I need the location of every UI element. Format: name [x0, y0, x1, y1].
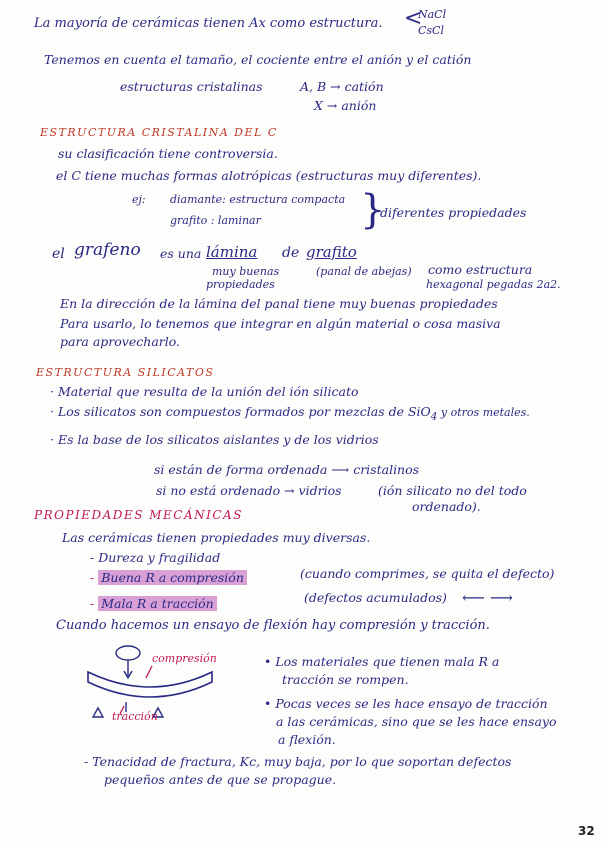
carbono-p1: En la dirección de la lámina del panal tiene muy buenas propiedades — [60, 296, 498, 311]
hexagonal-label: hexagonal pegadas 2a2. — [426, 278, 561, 291]
de-word: de — [282, 245, 300, 261]
silicatos-line-5: si no está ordenado → vidrios — [156, 483, 342, 498]
bullet-dash-2: - — [90, 596, 99, 611]
heading-carbono: ESTRUCTURA CRISTALINA DEL C — [40, 126, 278, 139]
carbono-line-2: el C tiene muchas formas alotrópicas (estructuras muy diferentes). — [56, 168, 482, 183]
mecanicas-line-4b: (defectos acumulados) — [304, 590, 447, 605]
x-anion: X → anión — [314, 98, 377, 113]
silicatos-line-2 — [50, 404, 530, 423]
mecanicas-line-3b: (cuando comprimes, se quita el defecto) — [300, 566, 555, 581]
mecanicas-line-4 — [90, 596, 217, 611]
bullet-dash: - — [90, 570, 99, 585]
silicatos-line-3: · Es la base de los silicatos aislantes y de los vidrios — [50, 432, 379, 447]
grafeno-mid: es una — [160, 246, 202, 261]
brace-text: diferentes propiedades — [380, 205, 527, 220]
heading-silicatos: ESTRUCTURA SILICATOS — [36, 366, 215, 379]
silicatos-line-5b: (ión silicato no del todo — [378, 483, 527, 498]
silicatos-line-4: si están de forma ordenada ⟶ cristalinos — [154, 462, 420, 477]
silicatos-line-2-end: y otros metales. — [437, 406, 530, 419]
grafito-line: grafito : laminar — [170, 214, 261, 227]
curly-brace-icon: } — [360, 187, 386, 233]
mecanicas-line-5: Cuando hacemos un ensayo de flexión hay compresión y tracción. — [56, 618, 490, 633]
silicatos-line-2-main: · Los silicatos son compuestos formados por mezclas de SiO — [50, 404, 431, 419]
intro-line-1: La mayoría de cerámicas tienen Ax como estructura. — [34, 16, 383, 31]
page-number: 32 — [578, 824, 595, 838]
ej-label: ej: — [132, 193, 146, 206]
intro-line-3: estructuras cristalinas — [120, 79, 263, 94]
bullet-1b: tracción se rompen. — [282, 672, 409, 687]
mecanicas-line-2: - Dureza y fragilidad — [90, 550, 221, 565]
silicatos-line-5c: ordenado). — [412, 499, 481, 514]
grafito-word: grafito — [306, 243, 357, 261]
buenas-label: muy buenas — [212, 265, 280, 278]
lamina-word: lámina — [206, 243, 258, 261]
bullet-2a: • Pocas veces se les hace ensayo de tracción — [264, 696, 548, 711]
bullet-1a: • Los materiales que tienen mala R a — [264, 654, 500, 669]
intro-line-2: Tenemos en cuenta el tamaño, el cociente entre el anión y el catión — [44, 52, 472, 67]
nacl-label: NaCl — [418, 8, 447, 21]
cscl-label: CsCl — [418, 24, 444, 37]
diagram-compresion-label: compresión — [152, 652, 217, 665]
diagram-traccion-label: tracción — [112, 710, 158, 723]
heading-mecanicas: PROPIEDADES MECÁNICAS — [34, 508, 243, 522]
angle-bracket-icon: < — [404, 6, 423, 31]
diamante-line: diamante: estructura compacta — [170, 193, 346, 206]
support-left-icon — [93, 708, 103, 717]
double-arrow-icon: ⟵ ⟶ — [462, 588, 513, 607]
carbono-p3: para aprovecharlo. — [60, 334, 181, 349]
load-icon — [116, 646, 140, 660]
grafeno-word: grafeno — [74, 240, 141, 260]
beam-shape — [88, 672, 212, 697]
silicatos-line-2-sub: 4 — [430, 410, 438, 423]
bullet-2b: a las cerámicas, sino que se les hace ensayo — [276, 714, 557, 729]
mecanicas-line-1: Las cerámicas tienen propiedades muy diversas. — [62, 530, 371, 545]
tenacidad-line-1: - Tenacidad de fractura, Kc, muy baja, por lo que soportan defectos — [84, 754, 512, 769]
estructura-label: como estructura — [428, 262, 533, 277]
carbono-line-1: su clasificación tiene controversia. — [58, 146, 278, 161]
bullet-2c: a flexión. — [278, 732, 336, 747]
propiedades-label: propiedades — [206, 278, 275, 291]
buena-compresion-highlight: Buena R a compresión — [98, 570, 247, 585]
grafeno-intro: el — [52, 246, 65, 262]
carbono-p2: Para usarlo, lo tenemos que integrar en algún material o cosa masiva — [60, 316, 501, 331]
mecanicas-line-3 — [90, 570, 247, 585]
silicatos-line-1: · Material que resulta de la unión del ión silicato — [50, 384, 359, 399]
compresion-pointer — [146, 666, 152, 678]
panal-label: (panal de abejas) — [316, 265, 412, 278]
mala-traccion-highlight: Mala R a tracción — [98, 596, 217, 611]
tenacidad-line-2: pequeños antes de que se propague. — [104, 772, 337, 787]
ab-cation: A, B → catión — [300, 79, 384, 94]
